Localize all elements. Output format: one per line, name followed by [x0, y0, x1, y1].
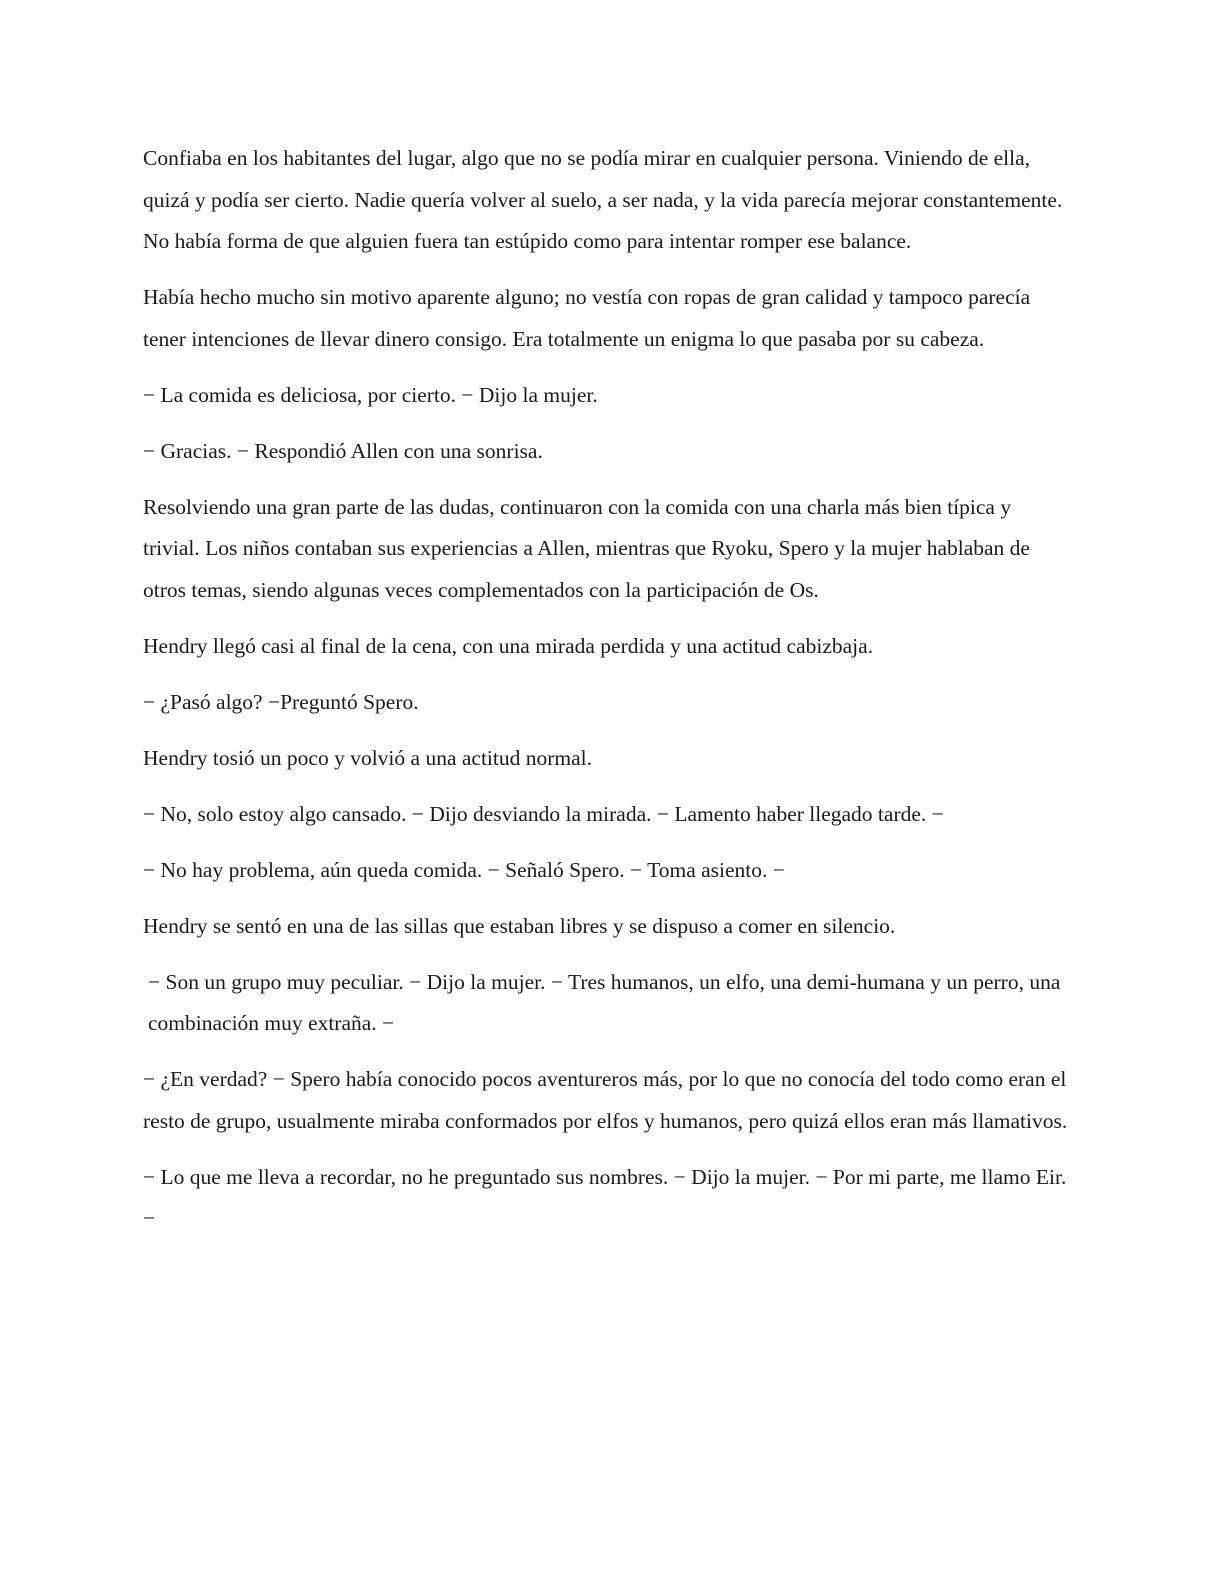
paragraph: Había hecho mucho sin motivo aparente alguno; no vestía con ropas de gran calidad y tampoco parecía tener intenciones de llevar dinero consigo. Era totalmente un enigma lo que pasaba por su cabeza. [143, 285, 1031, 351]
paragraph: Hendry llegó casi al final de la cena, con una mirada perdida y una actitud cabizbaja. [143, 633, 874, 658]
dialogue-line: − ¿En verdad? − Spero había conocido pocos aventureros más, por lo que no conocía del todo como eran el resto de grupo, usualmente miraba conformados por elfos y humanos, pero quizá ellos eran más llamativos. [143, 1067, 1068, 1133]
paragraph: Resolviendo una gran parte de las dudas, continuaron con la comida con una charla más bien típica y trivial. Los niños contaban sus experiencias a Allen, mientras que Ryoku, Spero y la mujer hablaban de otros temas, siendo algunas veces complementados con la participación de Os. [143, 494, 1030, 602]
dialogue-line: − ¿Pasó algo? −Preguntó Spero. [143, 689, 419, 714]
paragraph: Hendry tosió un poco y volvió a una actitud normal. [143, 745, 593, 770]
dialogue-line: − Lo que me lleva a recordar, no he preguntado sus nombres. − Dijo la mujer. − Por mi parte, me llamo Eir. − [143, 1164, 1067, 1230]
document-body [143, 138, 1073, 1254]
dialogue-line: − Gracias. − Respondió Allen con una sonrisa. [143, 438, 543, 463]
paragraph: Hendry se sentó en una de las sillas que estaban libres y se dispuso a comer en silencio. [143, 913, 896, 938]
dialogue-line: − No hay problema, aún queda comida. − Señaló Spero. − Toma asiento. − [143, 857, 785, 882]
dialogue-line: − No, solo estoy algo cansado. − Dijo desviando la mirada. − Lamento haber llegado tarde. − [143, 801, 944, 826]
paragraph: Confiaba en los habitantes del lugar, algo que no se podía mirar en cualquier persona. Viniendo de ella, quizá y podía ser cierto. Nadie quería volver al suelo, a ser nada, y la vida parecía mejorar constantemente. No había forma de que alguien fuera tan estúpido como para intentar romper ese balance. [143, 146, 1063, 253]
dialogue-line: − Son un grupo muy peculiar. − Dijo la mujer. − Tres humanos, un elfo, una demi-humana y un perro, una combinación muy extraña. − [148, 969, 1061, 1035]
dialogue-line: − La comida es deliciosa, por cierto. − Dijo la mujer. [143, 382, 598, 407]
